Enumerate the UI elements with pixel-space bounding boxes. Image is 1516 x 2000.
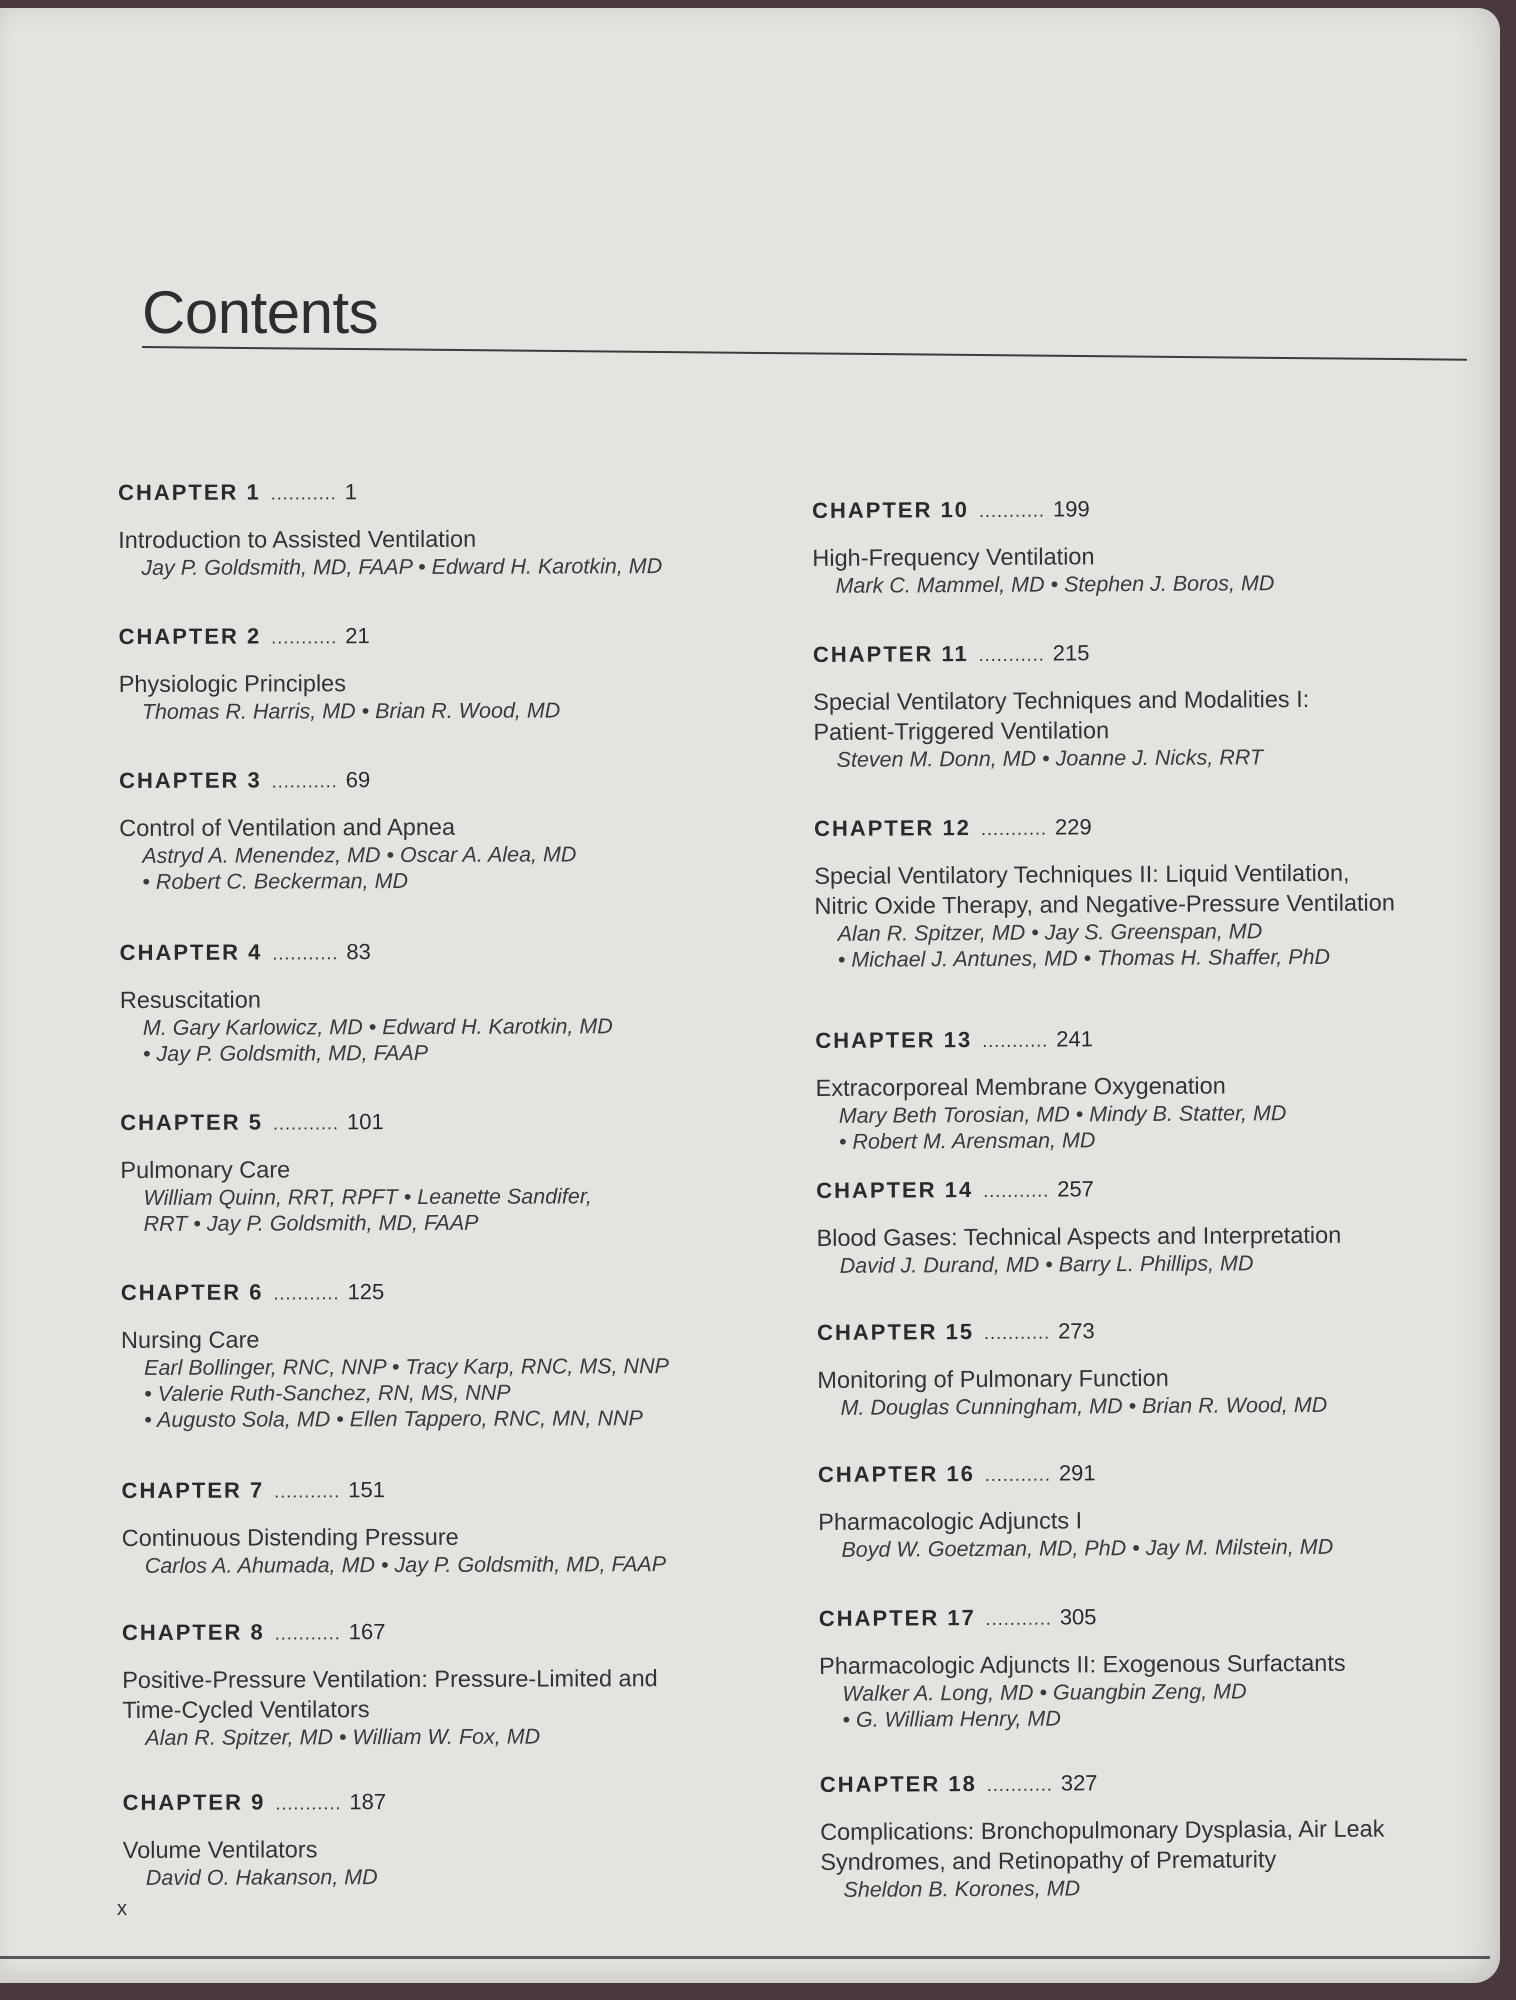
chapter-title: Pharmacologic Adjuncts I	[818, 1507, 1083, 1535]
dot-leader: ...........	[986, 1774, 1053, 1795]
chapter-label: CHAPTER 11	[812, 641, 969, 667]
chapter-page-number: 291	[1058, 1460, 1096, 1486]
chapter-heading	[119, 766, 759, 795]
chapter-page-number: 167	[348, 1619, 386, 1645]
chapter-authors: Alan R. Spitzer, MD • William W. Fox, MD	[145, 1724, 541, 1750]
chapter-entry	[120, 938, 760, 1067]
chapter-entry	[819, 1602, 1460, 1733]
chapter-title: Nursing Care	[120, 1326, 260, 1353]
chapter-entry	[813, 638, 1454, 773]
chapter-entry	[820, 1768, 1461, 1903]
chapter-entry	[119, 622, 759, 725]
chapter-heading	[120, 1108, 760, 1137]
chapter-heading	[815, 1024, 1455, 1055]
chapter-page-number: 1	[344, 479, 358, 505]
chapter-title: Control of Ventilation and Apnea	[119, 813, 456, 841]
chapter-title: Resuscitation	[119, 986, 261, 1013]
chapter-title: Positive-Pressure Ventilation: Pressure-Limited and Time-Cycled Ventilators	[122, 1665, 658, 1723]
chapter-label: CHAPTER 12	[813, 815, 972, 841]
page-title: Contents	[142, 279, 379, 346]
chapter-label: CHAPTER 9	[122, 1789, 266, 1815]
chapter-entry	[120, 1108, 760, 1237]
chapter-authors: Mark C. Mammel, MD • Stephen J. Boros, MD	[835, 571, 1275, 598]
chapter-page-number: 215	[1052, 640, 1090, 666]
dot-leader: ...........	[984, 1464, 1051, 1485]
chapter-page-number: 21	[345, 623, 370, 649]
chapter-label: CHAPTER 4	[119, 939, 263, 965]
dot-leader: ...........	[983, 1180, 1050, 1201]
chapter-heading	[816, 1174, 1456, 1205]
chapter-authors: Walker A. Long, MD • Guangbin Zeng, MD • G. William Henry, MD	[842, 1679, 1247, 1732]
chapter-page-number: 151	[348, 1477, 385, 1503]
chapter-page-number: 327	[1060, 1770, 1098, 1796]
dot-leader: ...........	[274, 1481, 341, 1502]
chapter-page-number: 101	[346, 1109, 384, 1135]
chapter-page-number: 257	[1057, 1176, 1094, 1202]
chapter-authors: M. Douglas Cunningham, MD • Brian R. Wood, MD	[840, 1392, 1328, 1420]
dot-leader: ...........	[978, 500, 1046, 521]
chapter-label: CHAPTER 7	[121, 1477, 265, 1503]
dot-leader: ...........	[271, 627, 338, 648]
dot-leader: ...........	[275, 1793, 342, 1814]
chapter-entry	[816, 1174, 1457, 1279]
page-edge	[0, 1956, 1490, 1959]
chapter-heading	[817, 1316, 1457, 1347]
chapter-page-number: 69	[345, 767, 371, 793]
chapter-entry	[121, 1476, 761, 1579]
chapter-entry	[818, 1458, 1459, 1563]
chapter-label: CHAPTER 14	[816, 1177, 974, 1203]
dot-leader: ...........	[980, 818, 1048, 839]
chapter-authors: Boyd W. Goetzman, MD, PhD • Jay M. Milstein, MD	[841, 1534, 1334, 1562]
dot-leader: ...........	[978, 644, 1045, 665]
chapter-title: Volume Ventilators	[122, 1836, 318, 1863]
chapter-page-number: 187	[349, 1789, 387, 1815]
book-page	[0, 8, 1500, 1983]
chapter-title: Special Ventilatory Techniques and Modalities I: Patient-Triggered Ventilation	[813, 685, 1310, 745]
chapter-authors: William Quinn, RRT, RPFT • Leanette Sandifer, RRT • Jay P. Goldsmith, MD, FAAP	[143, 1184, 592, 1236]
chapter-title: Extracorporeal Membrane Oxygenation	[815, 1072, 1226, 1101]
chapter-authors: Sheldon B. Korones, MD	[843, 1876, 1081, 1902]
dot-leader: ...........	[273, 1283, 340, 1304]
chapter-heading	[119, 622, 759, 651]
chapter-label: CHAPTER 18	[819, 1771, 977, 1797]
chapter-title: Special Ventilatory Techniques II: Liquid Ventilation, Nitric Oxide Therapy, and Negative-Pressure Ventilation	[814, 859, 1395, 919]
chapter-entry	[123, 1788, 763, 1891]
chapter-heading	[121, 1476, 761, 1505]
chapter-heading	[813, 638, 1453, 669]
chapter-title: Physiologic Principles	[118, 670, 347, 697]
chapter-label: CHAPTER 16	[817, 1461, 975, 1487]
dot-leader: ...........	[272, 1113, 339, 1134]
chapter-authors: Jay P. Goldsmith, MD, FAAP • Edward H. Karotkin, MD	[141, 554, 663, 580]
chapter-heading	[812, 494, 1452, 525]
chapter-label: CHAPTER 3	[119, 767, 262, 793]
chapter-authors: David J. Durand, MD • Barry L. Phillips, MD	[839, 1251, 1254, 1278]
chapter-authors: Thomas R. Harris, MD • Brian R. Wood, MD	[141, 698, 561, 724]
chapter-label: CHAPTER 17	[818, 1605, 976, 1631]
chapter-page-number: 83	[346, 939, 371, 965]
chapter-heading	[819, 1602, 1459, 1633]
chapter-authors: Mary Beth Torosian, MD • Mindy B. Statter, MD • Robert M. Arensman, MD	[838, 1101, 1287, 1154]
dot-leader: ...........	[983, 1322, 1051, 1343]
chapter-authors: Astryd A. Menendez, MD • Oscar A. Alea, MD • Robert C. Beckerman, MD	[142, 842, 577, 894]
chapter-heading	[818, 1458, 1458, 1489]
dot-leader: ...........	[271, 771, 338, 792]
chapter-authors: Steven M. Donn, MD • Joanne J. Nicks, RRT	[836, 745, 1264, 772]
chapter-authors: Alan R. Spitzer, MD • Jay S. Greenspan, MD • Michael J. Antunes, MD • Thomas H. Shaffer, PhD	[837, 919, 1331, 972]
chapter-entry	[815, 1024, 1456, 1155]
chapter-authors: Carlos A. Ahumada, MD • Jay P. Goldsmith, MD, FAAP	[144, 1552, 667, 1578]
chapter-label: CHAPTER 5	[120, 1109, 263, 1135]
title-rule	[142, 346, 1467, 361]
chapter-authors: Earl Bollinger, RNC, NNP • Tracy Karp, RNC, MS, NNP • Valerie Ruth-Sanchez, RN, MS, NNP • Augusto Sola, MD • Ellen Tappero, RNC, MN, NNP	[144, 1354, 669, 1432]
chapter-title: Monitoring of Pulmonary Function	[817, 1364, 1169, 1393]
chapter-page-number: 199	[1052, 496, 1090, 522]
contents-column-left	[118, 478, 758, 1890]
chapter-title: High-Frequency Ventilation	[812, 543, 1095, 571]
chapter-entry	[121, 1278, 762, 1433]
chapter-authors: M. Gary Karlowicz, MD • Edward H. Karotkin, MD • Jay P. Goldsmith, MD, FAAP	[142, 1014, 613, 1066]
chapter-page-number: 241	[1056, 1026, 1094, 1052]
chapter-heading	[118, 478, 758, 507]
chapter-title: Complications: Bronchopulmonary Dysplasia, Air Leak Syndromes, and Retinopathy of Prematurity	[820, 1815, 1385, 1875]
chapter-heading	[123, 1788, 763, 1817]
chapter-entry	[814, 812, 1455, 973]
dot-leader: ...........	[982, 1030, 1049, 1051]
chapter-label: CHAPTER 8	[121, 1619, 265, 1645]
chapter-heading	[814, 812, 1454, 843]
chapter-label: CHAPTER 15	[817, 1319, 975, 1345]
chapter-label: CHAPTER 6	[120, 1279, 264, 1305]
chapter-page-number: 273	[1057, 1318, 1095, 1344]
chapter-title: Pharmacologic Adjuncts II: Exogenous Surfactants	[819, 1649, 1346, 1679]
chapter-page-number: 125	[347, 1279, 385, 1305]
chapter-label: CHAPTER 10	[812, 497, 970, 523]
chapter-label: CHAPTER 2	[118, 623, 262, 649]
chapter-entry	[817, 1316, 1458, 1421]
chapter-entry	[119, 766, 759, 895]
chapter-page-number: 305	[1059, 1604, 1097, 1630]
dot-leader: ...........	[274, 1623, 341, 1644]
chapter-heading	[120, 938, 760, 967]
chapter-label: CHAPTER 1	[118, 479, 261, 505]
dot-leader: ...........	[985, 1608, 1052, 1629]
chapter-label: CHAPTER 13	[815, 1027, 973, 1053]
chapter-page-number: 229	[1054, 814, 1092, 840]
dot-leader: ...........	[272, 943, 339, 964]
dot-leader: ...........	[270, 483, 337, 504]
chapter-title: Blood Gases: Technical Aspects and Interpretation	[816, 1221, 1342, 1251]
chapter-title: Introduction to Assisted Ventilation	[118, 525, 477, 553]
chapter-heading	[820, 1768, 1460, 1799]
chapter-title: Continuous Distending Pressure	[121, 1523, 459, 1551]
chapter-heading	[122, 1618, 762, 1647]
chapter-entry	[812, 494, 1453, 599]
chapter-entry	[118, 478, 758, 581]
chapter-entry	[122, 1618, 762, 1751]
contents-column-right	[812, 494, 1452, 1902]
chapter-authors: David O. Hakanson, MD	[145, 1865, 378, 1890]
chapter-title: Pulmonary Care	[120, 1156, 291, 1183]
page-folio: x	[117, 1898, 127, 1920]
chapter-heading	[121, 1278, 761, 1307]
